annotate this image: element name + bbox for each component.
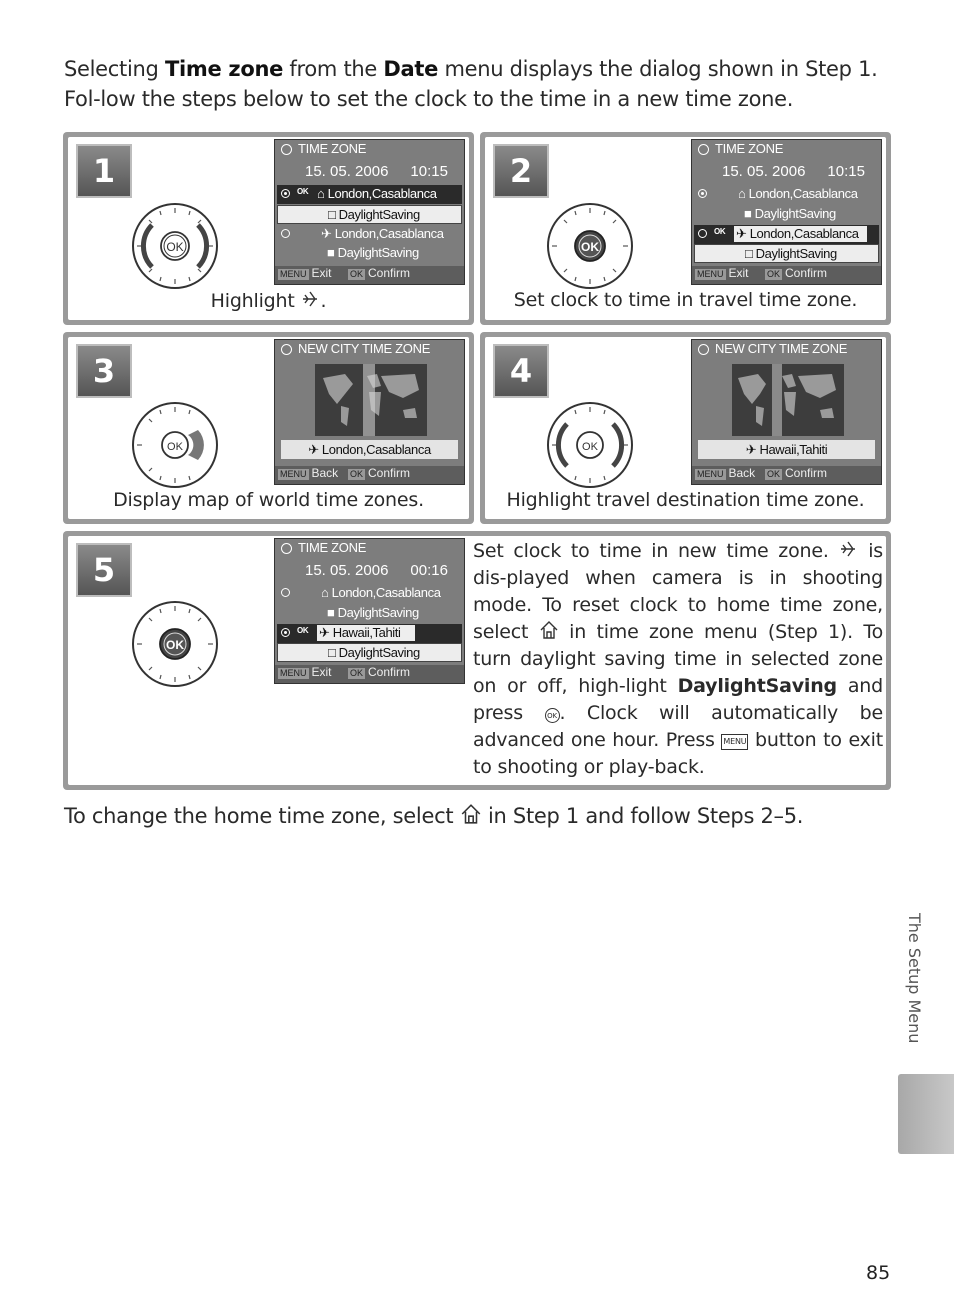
screen-footer: MENU Exit OK Confirm [692, 266, 881, 284]
camera-screen-step-1 [274, 139, 465, 285]
plane-icon: ✈ [308, 442, 319, 457]
intro-bold-time-zone: Time zone [164, 57, 284, 81]
step-4-badge: 4 [493, 344, 549, 398]
intro-bold-date: Date [383, 57, 439, 81]
home-zone-row[interactable]: ⌂ London,Casablanca [694, 185, 879, 204]
city-selector[interactable]: ✈ Hawaii,Tahiti [698, 440, 875, 459]
multi-selector-dial-icon [545, 201, 635, 291]
step-1-badge: 1 [76, 144, 132, 198]
svg-text:OK: OK [167, 441, 183, 453]
home-daylight-row[interactable]: ■ DaylightSaving [744, 206, 836, 221]
step-3-caption: Display map of world time zones. [113, 489, 424, 511]
world-map-image [315, 364, 427, 436]
screen-title: TIME ZONE [281, 540, 366, 555]
multi-selector-dial-icon [130, 400, 220, 490]
intro-text-3: menu displays the dialog shown in Step 1. Fol-low the steps below to set the clock to the time in a new time zone. [64, 57, 878, 111]
ok-button-icon: OK [545, 708, 560, 723]
screen-date-time: 15. 05. 2006 00:16 [305, 562, 448, 579]
camera-screen-step-5 [274, 538, 465, 684]
screen-date-time: 15. 05. 2006 10:15 [305, 163, 448, 180]
step-1-panel [63, 132, 474, 325]
svg-text:OK: OK [166, 638, 184, 652]
section-side-label: The Setup Menu [905, 913, 924, 1044]
home-daylight-row[interactable]: ■ DaylightSaving [327, 605, 419, 620]
step-1-caption: Highlight . [210, 290, 327, 312]
screen-title: NEW CITY TIME ZONE [281, 341, 430, 356]
travel-zone-row[interactable]: ✈ London,Casablanca [277, 225, 462, 244]
home-icon [460, 803, 482, 825]
travel-plane-icon [838, 539, 858, 559]
travel-daylight-row[interactable]: ■ DaylightSaving [327, 245, 419, 260]
step-3-badge: 3 [76, 344, 132, 398]
world-map-image [732, 364, 844, 436]
svg-text:OK: OK [581, 240, 599, 254]
home-icon [539, 620, 559, 640]
svg-text:OK: OK [582, 441, 598, 453]
camera-screen-step-4 [691, 339, 882, 485]
travel-plane-icon [300, 289, 320, 309]
travel-daylight-row[interactable]: □ DaylightSaving [277, 643, 462, 662]
clock-icon [698, 344, 709, 355]
radio-icon [281, 588, 290, 597]
travel-daylight-row[interactable]: □ DaylightSaving [694, 244, 879, 263]
home-zone-note: To change the home time zone, select in Step 1 and follow Steps 2–5. [64, 804, 804, 828]
screen-footer: MENU Back OK Confirm [275, 466, 464, 484]
screen-footer: MENU Exit OK Confirm [275, 266, 464, 284]
step-5-badge: 5 [76, 543, 132, 597]
travel-zone-row[interactable]: OK ✈ London,Casablanca [694, 225, 879, 244]
daylight-saving-term: DaylightSaving [677, 675, 837, 697]
screen-title: NEW CITY TIME ZONE [698, 341, 847, 356]
multi-selector-dial-icon [130, 201, 220, 291]
clock-icon [698, 144, 709, 155]
radio-selected-icon [698, 189, 707, 198]
screen-title: TIME ZONE [698, 141, 783, 156]
plane-icon: ✈ [745, 442, 757, 457]
intro-paragraph [64, 54, 894, 114]
step-2-badge: 2 [493, 144, 549, 198]
camera-screen-step-3 [274, 339, 465, 485]
section-tab [898, 1074, 954, 1154]
clock-icon [281, 543, 292, 554]
screen-date-time: 15. 05. 2006 10:15 [722, 163, 865, 180]
home-zone-row[interactable]: OK ⌂ London,Casablanca [277, 185, 462, 204]
camera-screen-step-2 [691, 139, 882, 285]
travel-zone-row[interactable]: OK ✈ Hawaii,Tahiti [277, 624, 462, 643]
step-4-panel [480, 332, 891, 524]
multi-selector-dial-icon [545, 400, 635, 490]
radio-selected-icon [281, 189, 290, 198]
radio-icon [281, 229, 290, 238]
step-2-panel [480, 132, 891, 325]
svg-text:OK: OK [166, 240, 184, 254]
city-selector[interactable]: ✈ London,Casablanca [281, 440, 458, 459]
screen-footer: MENU Exit OK Confirm [275, 665, 464, 683]
clock-icon [281, 144, 292, 155]
radio-selected-icon [281, 628, 290, 637]
intro-text-2: from the [283, 57, 384, 81]
home-daylight-row[interactable]: □ DaylightSaving [277, 205, 462, 224]
menu-button-icon: MENU [721, 734, 748, 750]
screen-title: TIME ZONE [281, 141, 366, 156]
screen-footer: MENU Back OK Confirm [692, 466, 881, 484]
step-4-caption: Highlight travel destination time zone. [506, 489, 865, 511]
radio-icon [698, 229, 707, 238]
intro-text-1: Selecting [64, 57, 165, 81]
step-5-description: Set clock to time in new time zone. is dis-played when camera is in shooting mode. To reset clock to home time zone, select in time zone menu (Step 1). To turn daylight saving time in selected zone on or off, high-light DaylightSaving and press OK . Clock will automatically be advanced one hour. Press MENU button to exit to shooting or play-back. [473, 540, 883, 778]
page-number: 85 [866, 1262, 891, 1284]
step-2-caption: Set clock to time in travel time zone. [513, 289, 858, 311]
step-3-panel [63, 332, 474, 524]
clock-icon [281, 344, 292, 355]
multi-selector-dial-icon [130, 599, 220, 689]
home-zone-row[interactable]: ⌂ London,Casablanca [277, 584, 462, 603]
